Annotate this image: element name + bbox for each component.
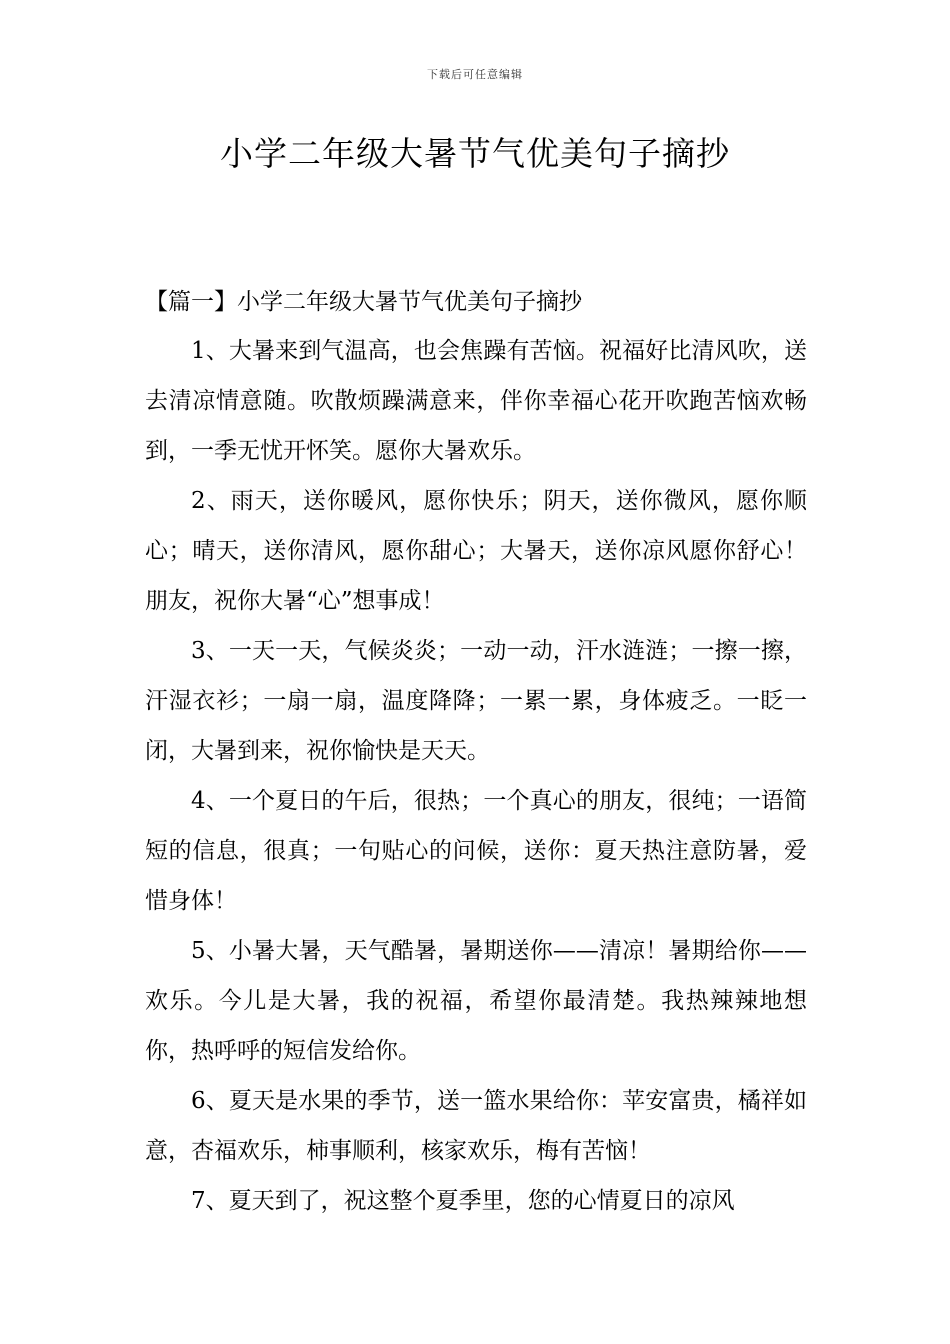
section-heading: 【篇一】小学二年级大暑节气优美句子摘抄 (145, 289, 582, 315)
paragraph-5: 5、小暑大暑，天气酷暑，暑期送你——清凉！暑期给你——欢乐。今儿是大暑，我的祝福，希望你最清楚。我热辣辣地想你，热呼呼的短信发给你。 (145, 938, 807, 1064)
paragraph-2: 2、雨天，送你暖风，愿你快乐；阴天，送你微风，愿你顺心；晴天，送你清风，愿你甜心；大暑天，送你凉风愿你舒心！朋友，祝你大暑“心”想事成！ (145, 488, 807, 614)
paragraph-7: 7、夏天到了，祝这整个夏季里，您的心情夏日的凉风 (191, 1188, 735, 1214)
document-body (145, 278, 807, 1226)
paragraph-6: 6、夏天是水果的季节，送一篮水果给你：苹安富贵，橘祥如意，杏福欢乐，柿事顺利，核家欢乐，梅有苦恼！ (145, 1088, 807, 1164)
paragraph-1: 1、大暑来到气温高，也会焦躁有苦恼。祝福好比清风吹，送去清凉情意随。吹散烦躁满意来，伴你幸福心花开吹跑苦恼欢畅到，一季无忧开怀笑。愿你大暑欢乐。 (145, 338, 807, 464)
document-title: 小学二年级大暑节气优美句子摘抄 (220, 134, 730, 173)
paragraph-4: 4、一个夏日的午后，很热；一个真心的朋友，很纯；一语简短的信息，很真；一句贴心的问候，送你：夏天热注意防暑，爱惜身体！ (145, 788, 807, 914)
header-note: 下载后可任意编辑 (427, 68, 523, 81)
paragraph-3: 3、一天一天，气候炎炎；一动一动，汗水涟涟；一擦一擦，汗湿衣衫；一扇一扇，温度降降；一累一累，身体疲乏。一眨一闭，大暑到来，祝你愉快是天天。 (145, 638, 807, 764)
